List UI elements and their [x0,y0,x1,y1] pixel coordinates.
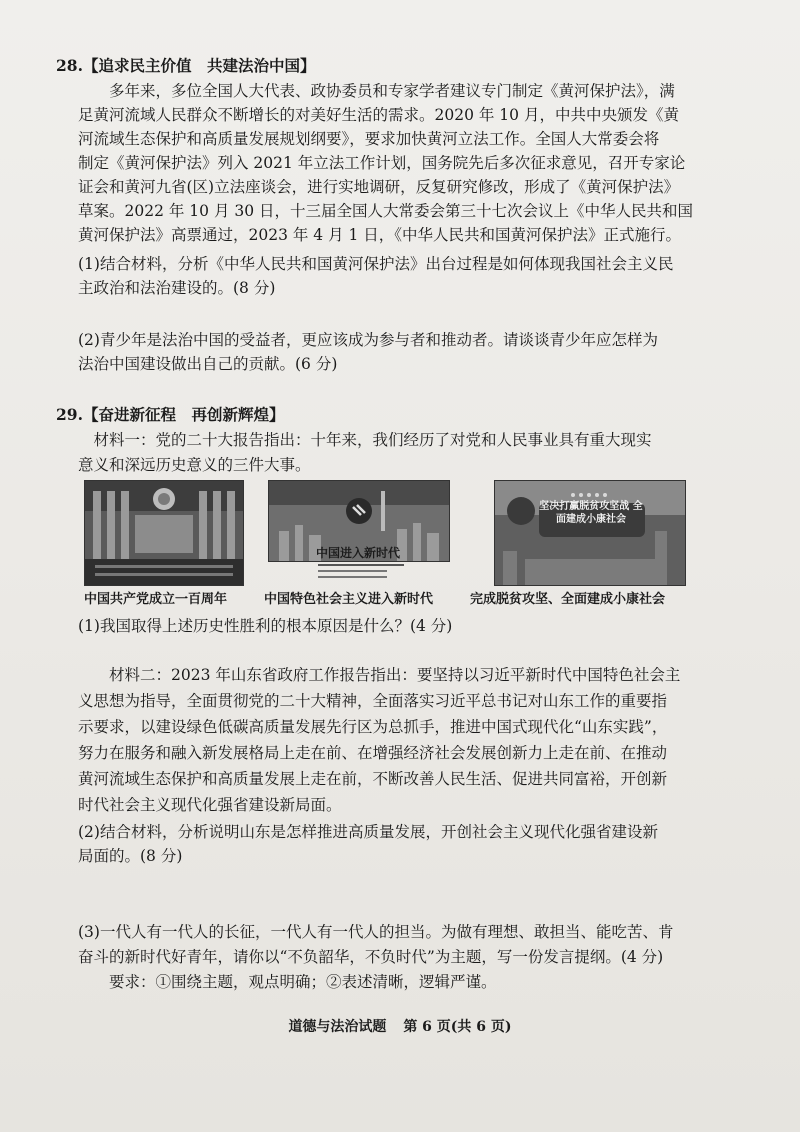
new-era-photo-text: 中国进入新时代 [315,546,400,560]
q28-para-line: 黄河保护法》高票通过，2023 年 4 月 1 日，《中华人民共和国黄河保护法》正式施行。 [78,226,682,244]
page-footer [0,1016,800,1036]
q28-para-line: 证会和黄河九省(区)立法座谈会，进行实地调研，反复研究修改，形成了《黄河保护法》 [78,178,680,196]
q28-title: 28.【追求民主价值 共建法治中国】 [56,56,316,75]
centenary-photo [84,480,244,586]
q29-title: 29.【奋进新征程 再创新辉煌】 [56,405,285,424]
q28-para-line: 足黄河流域人民群众不断增长的对美好生活的需求。2020 年 10 月，中共中央颁发《黄 [78,106,679,124]
caption-centenary: 中国共产党成立一百周年 [84,592,228,607]
caption-poverty-alleviation: 完成脱贫攻坚、全面建成小康社会 [470,592,666,607]
q28-sub2-question: 法治中国建设做出自己的贡献。(6 分) [78,355,338,373]
q29-material2-line: 义思想为指导，全面贯彻党的二十大精神，全面落实习近平总书记对山东工作的重要指 [78,692,668,710]
q28-para-line: 多年来，多位全国人大代表、政协委员和专家学者建议专门制定《黄河保护法》，满 [78,82,675,100]
q29-material1-line: 材料一：党的二十大报告指出：十年来，我们经历了对党和人民事业具有重大现实 [78,431,652,449]
q29-material2-line: 黄河流域生态保护和高质量发展上走在前，不断改善人民生活、促进共同富裕，开创新 [78,770,668,788]
q29-material2-line: 材料二：2023 年山东省政府工作报告指出：要坚持以习近平新时代中国特色社会主 [78,666,681,684]
poverty-alleviation-photo-text: 坚决打赢脱贫攻坚战 全面建成小康社会 [539,501,643,525]
q29-material2-line: 时代社会主义现代化强省建设新局面。 [78,796,342,814]
q29-sub3-question: 奋斗的新时代好青年，请你以“不负韶华，不负时代”为主题，写一份发言提纲。(4 分) [78,948,664,966]
new-era-photo-small-text [318,562,404,582]
q29-material2-line: 示要求，以建设绿色低碳高质量发展先行区为总抓手，推进中国式现代化“山东实践”， [78,718,668,736]
q28-sub1-question: 主政治和法治建设的。(8 分) [78,279,276,297]
caption-new-era: 中国特色社会主义进入新时代 [264,592,434,607]
footer-subject: 道德与法治试题 [288,1019,387,1035]
q29-material1-line: 意义和深远历史意义的三件大事。 [78,456,311,474]
poverty-alleviation-photo [494,480,686,586]
q29-requirements: 要求：①围绕主题，观点明确；②表述清晰，逻辑严谨。 [78,973,497,991]
footer-page-number: 第 6 页(共 6 页) [403,1019,512,1035]
q28-para-line: 草案。2022 年 10 月 30 日，十三届全国人大常委会第三十七次会议上《中华人民共和国 [78,202,694,220]
q28-para-line: 制定《黄河保护法》列入 2021 年立法工作计划，国务院先后多次征求意见，召开专家论 [78,154,686,172]
q29-material2-line: 努力在服务和融入新发展格局上走在前、在增强经济社会发展创新力上走在前、在推动 [78,744,668,762]
q29-sub1-question: (1)我国取得上述历史性胜利的根本原因是什么？(4 分) [78,617,453,635]
q29-sub2-question: (2)结合材料，分析说明山东是怎样推进高质量发展，开创社会主义现代化强省建设新 [78,823,658,841]
q28-para-line: 河流域生态保护和高质量发展规划纲要》，要求加快黄河立法工作。全国人大常委会将 [78,130,660,148]
q29-sub2-question: 局面的。(8 分) [78,847,183,865]
q29-sub3-question: (3)一代人有一代人的长征，一代人有一代人的担当。为做有理想、敢担当、能吃苦、肯 [78,923,674,941]
q28-sub1-question: (1)结合材料，分析《中华人民共和国黄河保护法》出台过程是如何体现我国社会主义民 [78,255,674,273]
q28-sub2-question: (2)青少年是法治中国的受益者，更应该成为参与者和推动者。请谈谈青少年应怎样为 [78,331,658,349]
